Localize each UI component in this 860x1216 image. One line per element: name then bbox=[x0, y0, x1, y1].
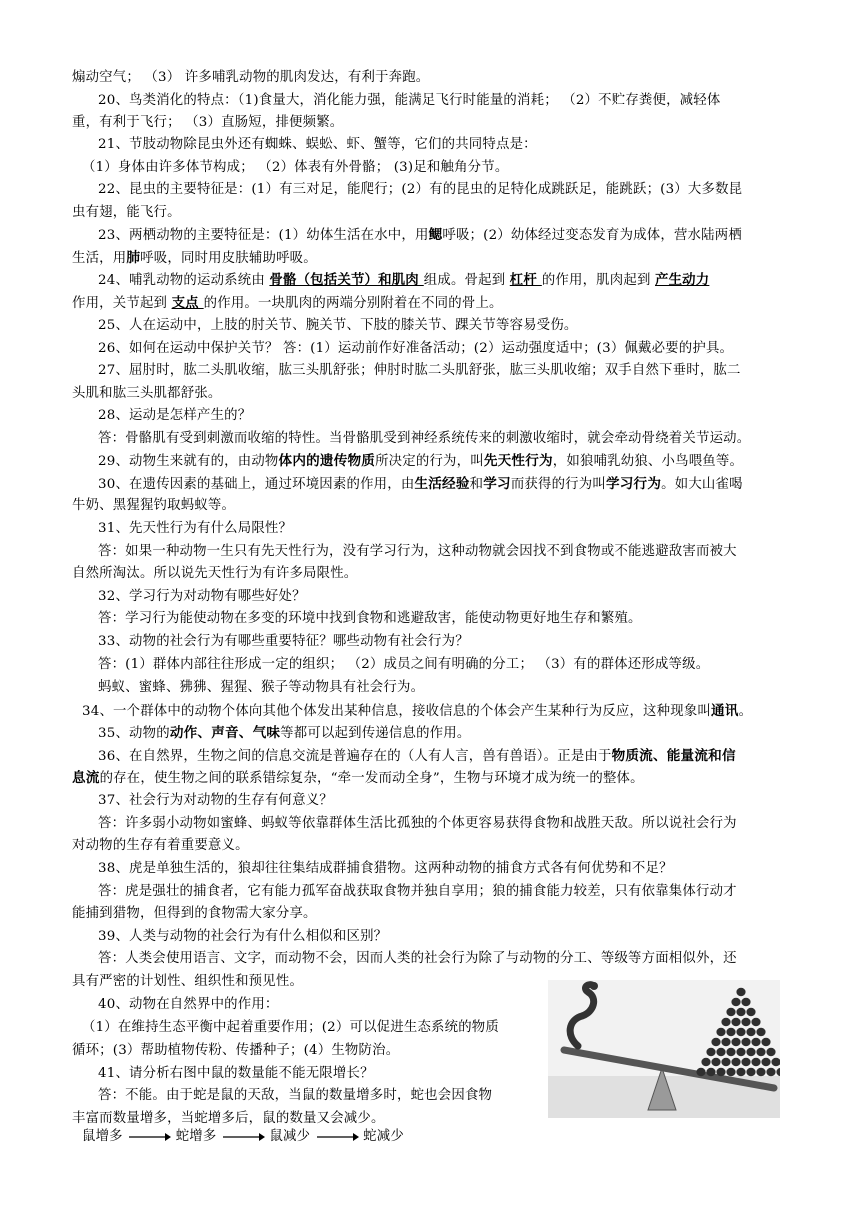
text-run: 所决定的行为，叫 bbox=[375, 454, 484, 469]
text-line bbox=[72, 563, 792, 585]
text-run: 的作用。一块肌肉的两端分别附着在不同的骨上。 bbox=[203, 296, 503, 311]
text-run: 29、动物生来就有的，由动物 bbox=[98, 454, 279, 469]
text-line bbox=[98, 270, 818, 292]
text-line bbox=[98, 473, 818, 496]
text-run: 28、运动是怎样产生的？ bbox=[98, 408, 252, 423]
text-run: 22、昆虫的主要特征是：(1）有三对足，能爬行；(2）有的昆虫的足特化成跳跃足，能跳跃；(3）大多数昆 bbox=[98, 182, 743, 197]
mouse-figure bbox=[716, 1068, 725, 1076]
text-run: 21、节肢动物除昆虫外还有蜘蛛、蜈蚣、虾、蟹等，它们的共同特点是： bbox=[98, 137, 537, 152]
text-line bbox=[98, 315, 818, 337]
text-line bbox=[72, 767, 792, 790]
seesaw-illustration bbox=[548, 980, 780, 1118]
text-run: 32、学习行为对动物有哪些好处？ bbox=[98, 589, 306, 604]
emphasized-text: 学习 bbox=[483, 476, 511, 492]
mouse-figure bbox=[736, 988, 745, 996]
text-run: 41、请分析右图中鼠的数量能不能无限增长？ bbox=[98, 1066, 374, 1081]
mouse-figure bbox=[726, 1068, 735, 1076]
text-run: 等都可以起到传递信息的作用。 bbox=[280, 726, 471, 741]
mouse-figure bbox=[751, 1038, 760, 1046]
text-line bbox=[72, 835, 792, 857]
mouse-figure bbox=[731, 1058, 740, 1066]
mouse-figure bbox=[756, 1068, 765, 1076]
mouse-figure bbox=[746, 1028, 755, 1036]
text-run: （1）在维持生态平衡中起着重要作用；(2）可以促进生态系统的物质 bbox=[82, 1020, 499, 1035]
text-run: 20、鸟类消化的特点：（1)食量大，消化能力强，能满足飞行时能量的消耗； （2）不贮存粪便，减轻体 bbox=[98, 93, 721, 108]
mouse-figure bbox=[741, 1058, 750, 1066]
text-line bbox=[98, 224, 818, 247]
emphasized-text: 支点 bbox=[171, 296, 204, 311]
emphasized-text: 先天性行为 bbox=[483, 453, 553, 469]
mouse-figure bbox=[721, 1038, 730, 1046]
text-run: （1）身体由许多体节构成； （2）体表有外骨骼； (3)足和触角分节。 bbox=[82, 160, 509, 175]
text-run: 答：如果一种动物一生只有先天性行为，没有学习行为，这种动物就会因找不到食物或不能逃避敌害而被大 bbox=[98, 544, 737, 559]
text-line bbox=[98, 450, 818, 473]
mouse-figure bbox=[696, 1068, 705, 1076]
mouse-figure bbox=[766, 1048, 775, 1056]
text-run: 而获得的行为叫 bbox=[510, 477, 606, 492]
text-run: 和 bbox=[469, 477, 484, 492]
mouse-figure bbox=[701, 1058, 710, 1066]
text-line bbox=[98, 813, 818, 835]
emphasized-text: 物质流、能量流和信 bbox=[611, 748, 736, 764]
flow-step: 鼠增多 bbox=[82, 1129, 123, 1144]
emphasized-text: 体内的遗传物质 bbox=[278, 453, 376, 469]
text-run: ，如狼哺乳幼狼、小鸟喂鱼等。 bbox=[552, 454, 744, 469]
text-line bbox=[98, 586, 818, 608]
mouse-figure bbox=[726, 1028, 735, 1036]
text-line bbox=[98, 948, 818, 970]
arrow-right-icon bbox=[127, 1132, 171, 1142]
text-line bbox=[72, 112, 792, 134]
mouse-figure bbox=[711, 1058, 720, 1066]
emphasized-text: 鳃 bbox=[428, 227, 443, 243]
emphasized-text: 生活经验 bbox=[414, 476, 470, 492]
text-line bbox=[82, 157, 802, 179]
text-line bbox=[98, 722, 818, 745]
mouse-figure bbox=[741, 998, 750, 1006]
text-run: 27、屈肘时，肱二头肌收缩，肱三头肌舒张；伸肘时肱二头肌舒张，肱三头肌收缩；双手自然下垂时，肱二 bbox=[98, 363, 741, 378]
text-run: 具有严密的计划性、组织性和预见性。 bbox=[72, 974, 304, 989]
text-run: 作用，关节起到 bbox=[72, 296, 172, 311]
text-run: 31、先天性行为有什么局限性？ bbox=[98, 521, 293, 536]
arrow-right-icon bbox=[315, 1132, 359, 1142]
text-run: 25、人在运动中，上肢的肘关节、腕关节、下肢的膝关节、踝关节等容易受伤。 bbox=[98, 318, 578, 333]
text-run: 30、在遗传因素的基础上，通过环境因素的作用，由 bbox=[98, 477, 415, 492]
mouse-figure bbox=[711, 1038, 720, 1046]
text-line bbox=[72, 903, 792, 925]
text-run: 答：不能。由于蛇是鼠的天敌，当鼠的数量增多时，蛇也会因食物 bbox=[98, 1088, 493, 1103]
mouse-figure bbox=[716, 1048, 725, 1056]
text-line bbox=[98, 631, 818, 653]
text-run: 答：(1）群体内部往往形成一定的组织； （2）成员之间有明确的分工； （3）有的群体还形成等级。 bbox=[98, 657, 710, 672]
text-run: 答：许多弱小动物如蜜蜂、蚂蚁等依靠群体生活比孤独的个体更容易获得食物和战胜天敌。所以说社会行为 bbox=[98, 816, 737, 831]
text-run: 39、人类与动物的社会行为有什么相似和区别？ bbox=[98, 929, 388, 944]
mouse-figure bbox=[731, 1038, 740, 1046]
mouse-figure bbox=[736, 1068, 745, 1076]
mouse-figure bbox=[721, 1018, 730, 1026]
emphasized-text: 动作、声音、气味 bbox=[169, 725, 281, 741]
text-run: 能捕到猎物，但得到的食物需大家分享。 bbox=[72, 906, 317, 921]
text-run: 答：虎是强壮的捕食者，它有能力孤军奋战获取食物并独自享用；狼的捕食能力较差，只有依靠集体行动才 bbox=[98, 884, 737, 899]
text-run: 37、社会行为对动物的生存有何意义？ bbox=[98, 793, 333, 808]
mouse-figure bbox=[746, 1048, 755, 1056]
text-line bbox=[98, 179, 818, 201]
text-line bbox=[98, 405, 818, 427]
mouse-figure bbox=[751, 1018, 760, 1026]
mouse-figure bbox=[751, 1058, 760, 1066]
text-line bbox=[98, 881, 818, 903]
emphasized-text: 杠杆 bbox=[509, 273, 542, 288]
text-run: 组成。骨起到 bbox=[423, 273, 510, 288]
text-run: 呼吸；(2）幼体经过变态发育为成体，营水陆两栖 bbox=[442, 228, 742, 243]
text-run: 40、动物在自然界中的作用： bbox=[98, 997, 279, 1012]
text-run: 答：学习行为能使动物在多变的环境中找到食物和逃避敌害，能使动物更好地生存和繁殖。 bbox=[98, 611, 642, 626]
text-run: 24、哺乳动物的运动系统由 bbox=[98, 273, 270, 288]
mouse-figure bbox=[741, 1018, 750, 1026]
text-run: 。如大山雀喝 bbox=[661, 477, 743, 492]
flow-step: 鼠减少 bbox=[269, 1129, 311, 1144]
mouse-figure bbox=[756, 1048, 765, 1056]
mouse-figure bbox=[746, 1008, 755, 1016]
text-run: 的作用，肌肉起到 bbox=[541, 273, 655, 288]
text-run: 26、如何在运动中保护关节？ 答：(1）运动前作好准备活动；(2）运动强度适中；(3）佩戴必要的护具。 bbox=[98, 341, 734, 356]
mouse-figure bbox=[706, 1068, 715, 1076]
mouse-figure bbox=[731, 1018, 740, 1026]
mouse-figure bbox=[721, 1058, 730, 1066]
emphasized-text: 产生动力 bbox=[655, 273, 710, 288]
emphasized-text: 学习行为 bbox=[605, 476, 662, 492]
text-line bbox=[98, 745, 818, 768]
text-run: 的存在，使生物之间的联系错综复杂，“牵一发而动全身”，生物与环境才成为统一的整体。 bbox=[99, 771, 644, 786]
mouse-figure bbox=[726, 1048, 735, 1056]
text-line bbox=[98, 338, 818, 360]
text-run: 答：人类会使用语言、文字，而动物不会，因而人类的社会行为除了与动物的分工、等级等方面相似外，还 bbox=[98, 951, 737, 966]
mouse-figure bbox=[731, 998, 740, 1006]
text-run: 煽动空气； （3） 许多哺乳动物的肌肉发达，有利于奔跑。 bbox=[72, 70, 430, 85]
mouse-figure bbox=[741, 1038, 750, 1046]
text-line bbox=[98, 134, 818, 156]
emphasized-text: 通讯 bbox=[711, 703, 739, 719]
text-run: 自然所淘汰。所以说先天性行为有许多局限性。 bbox=[72, 566, 358, 581]
text-run: 循环；(3）帮助植物传粉、传播种子；(4）生物防治。 bbox=[72, 1043, 400, 1058]
text-line bbox=[98, 518, 818, 540]
text-line bbox=[98, 858, 818, 880]
mouse-figure bbox=[706, 1048, 715, 1056]
mouse-figure bbox=[756, 1028, 765, 1036]
mouse-figure bbox=[746, 1068, 755, 1076]
mouse-figure bbox=[726, 1008, 735, 1016]
text-line bbox=[98, 926, 818, 948]
text-line bbox=[98, 360, 818, 382]
text-line bbox=[98, 790, 818, 812]
text-run: 重，有利于飞行； （3）直肠短，排便频繁。 bbox=[72, 115, 344, 130]
text-run: 丰富而数量增多，当蛇增多后，鼠的数量又会减少。 bbox=[72, 1111, 385, 1126]
text-run: 34、一个群体中的动物个体向其他个体发出某种信息，接收信息的个体会产生某种行为反应，这种现象叫 bbox=[82, 704, 712, 719]
emphasized-text: 息流 bbox=[72, 770, 100, 786]
text-line bbox=[82, 700, 802, 723]
mouse-figure bbox=[736, 1008, 745, 1016]
text-line bbox=[98, 90, 818, 112]
text-run: 牛奶、黑猩猩钓取蚂蚁等。 bbox=[72, 498, 236, 513]
text-run: 生活，用 bbox=[72, 251, 127, 266]
text-run: 33、动物的社会行为有哪些重要特征？哪些动物有社会行为？ bbox=[98, 634, 469, 649]
text-line bbox=[98, 541, 818, 563]
text-line bbox=[72, 202, 792, 224]
text-run: 答：骨骼肌有受到刺激而收缩的特性。当骨骼肌受到神经系统传来的刺激收缩时，就会牵动骨绕着关节运动。 bbox=[98, 431, 751, 446]
text-line bbox=[98, 654, 818, 676]
flow-chain bbox=[82, 1126, 802, 1148]
mouse-figure bbox=[761, 1038, 770, 1046]
text-run: 虫有翅，能飞行。 bbox=[72, 205, 181, 220]
text-run: 36、在自然界，生物之间的信息交流是普遍存在的（人有人言，兽有兽语）。正是由于 bbox=[98, 749, 612, 764]
text-line bbox=[72, 247, 792, 270]
mouse-figure bbox=[716, 1028, 725, 1036]
mouse-figure bbox=[761, 1058, 770, 1066]
mouse-figure bbox=[766, 1068, 775, 1076]
text-line bbox=[72, 495, 792, 517]
text-run: 头肌和肱三头肌都舒张。 bbox=[72, 386, 222, 401]
text-run: 。 bbox=[738, 704, 753, 719]
text-run: 35、动物的 bbox=[98, 726, 170, 741]
arrow-right-icon bbox=[221, 1132, 265, 1142]
text-line bbox=[72, 293, 792, 315]
text-line bbox=[98, 428, 818, 450]
text-line bbox=[98, 677, 818, 699]
emphasized-text: 骨骼（包括关节）和肌肉 bbox=[269, 273, 424, 288]
text-run: 蚂蚁、蜜蜂、狒狒、猩猩、猴子等动物具有社会行为。 bbox=[98, 680, 425, 695]
flow-step: 蛇减少 bbox=[363, 1129, 404, 1144]
text-line bbox=[98, 608, 818, 630]
text-run: 对动物的生存有着重要意义。 bbox=[72, 838, 249, 853]
text-line bbox=[72, 67, 792, 89]
text-run: 23、两栖动物的主要特征是：(1）幼体生活在水中，用 bbox=[98, 228, 429, 243]
mouse-figure bbox=[736, 1048, 745, 1056]
mouse-figure bbox=[736, 1028, 745, 1036]
text-run: 38、虎是单独生活的，狼却往往集结成群捕食猎物。这两种动物的捕食方式各有何优势和不足？ bbox=[98, 861, 673, 876]
text-line bbox=[72, 383, 792, 405]
emphasized-text: 肺 bbox=[126, 250, 141, 266]
flow-step: 蛇增多 bbox=[175, 1129, 217, 1144]
text-run: 呼吸，同时用皮肤辅助呼吸。 bbox=[140, 251, 317, 266]
